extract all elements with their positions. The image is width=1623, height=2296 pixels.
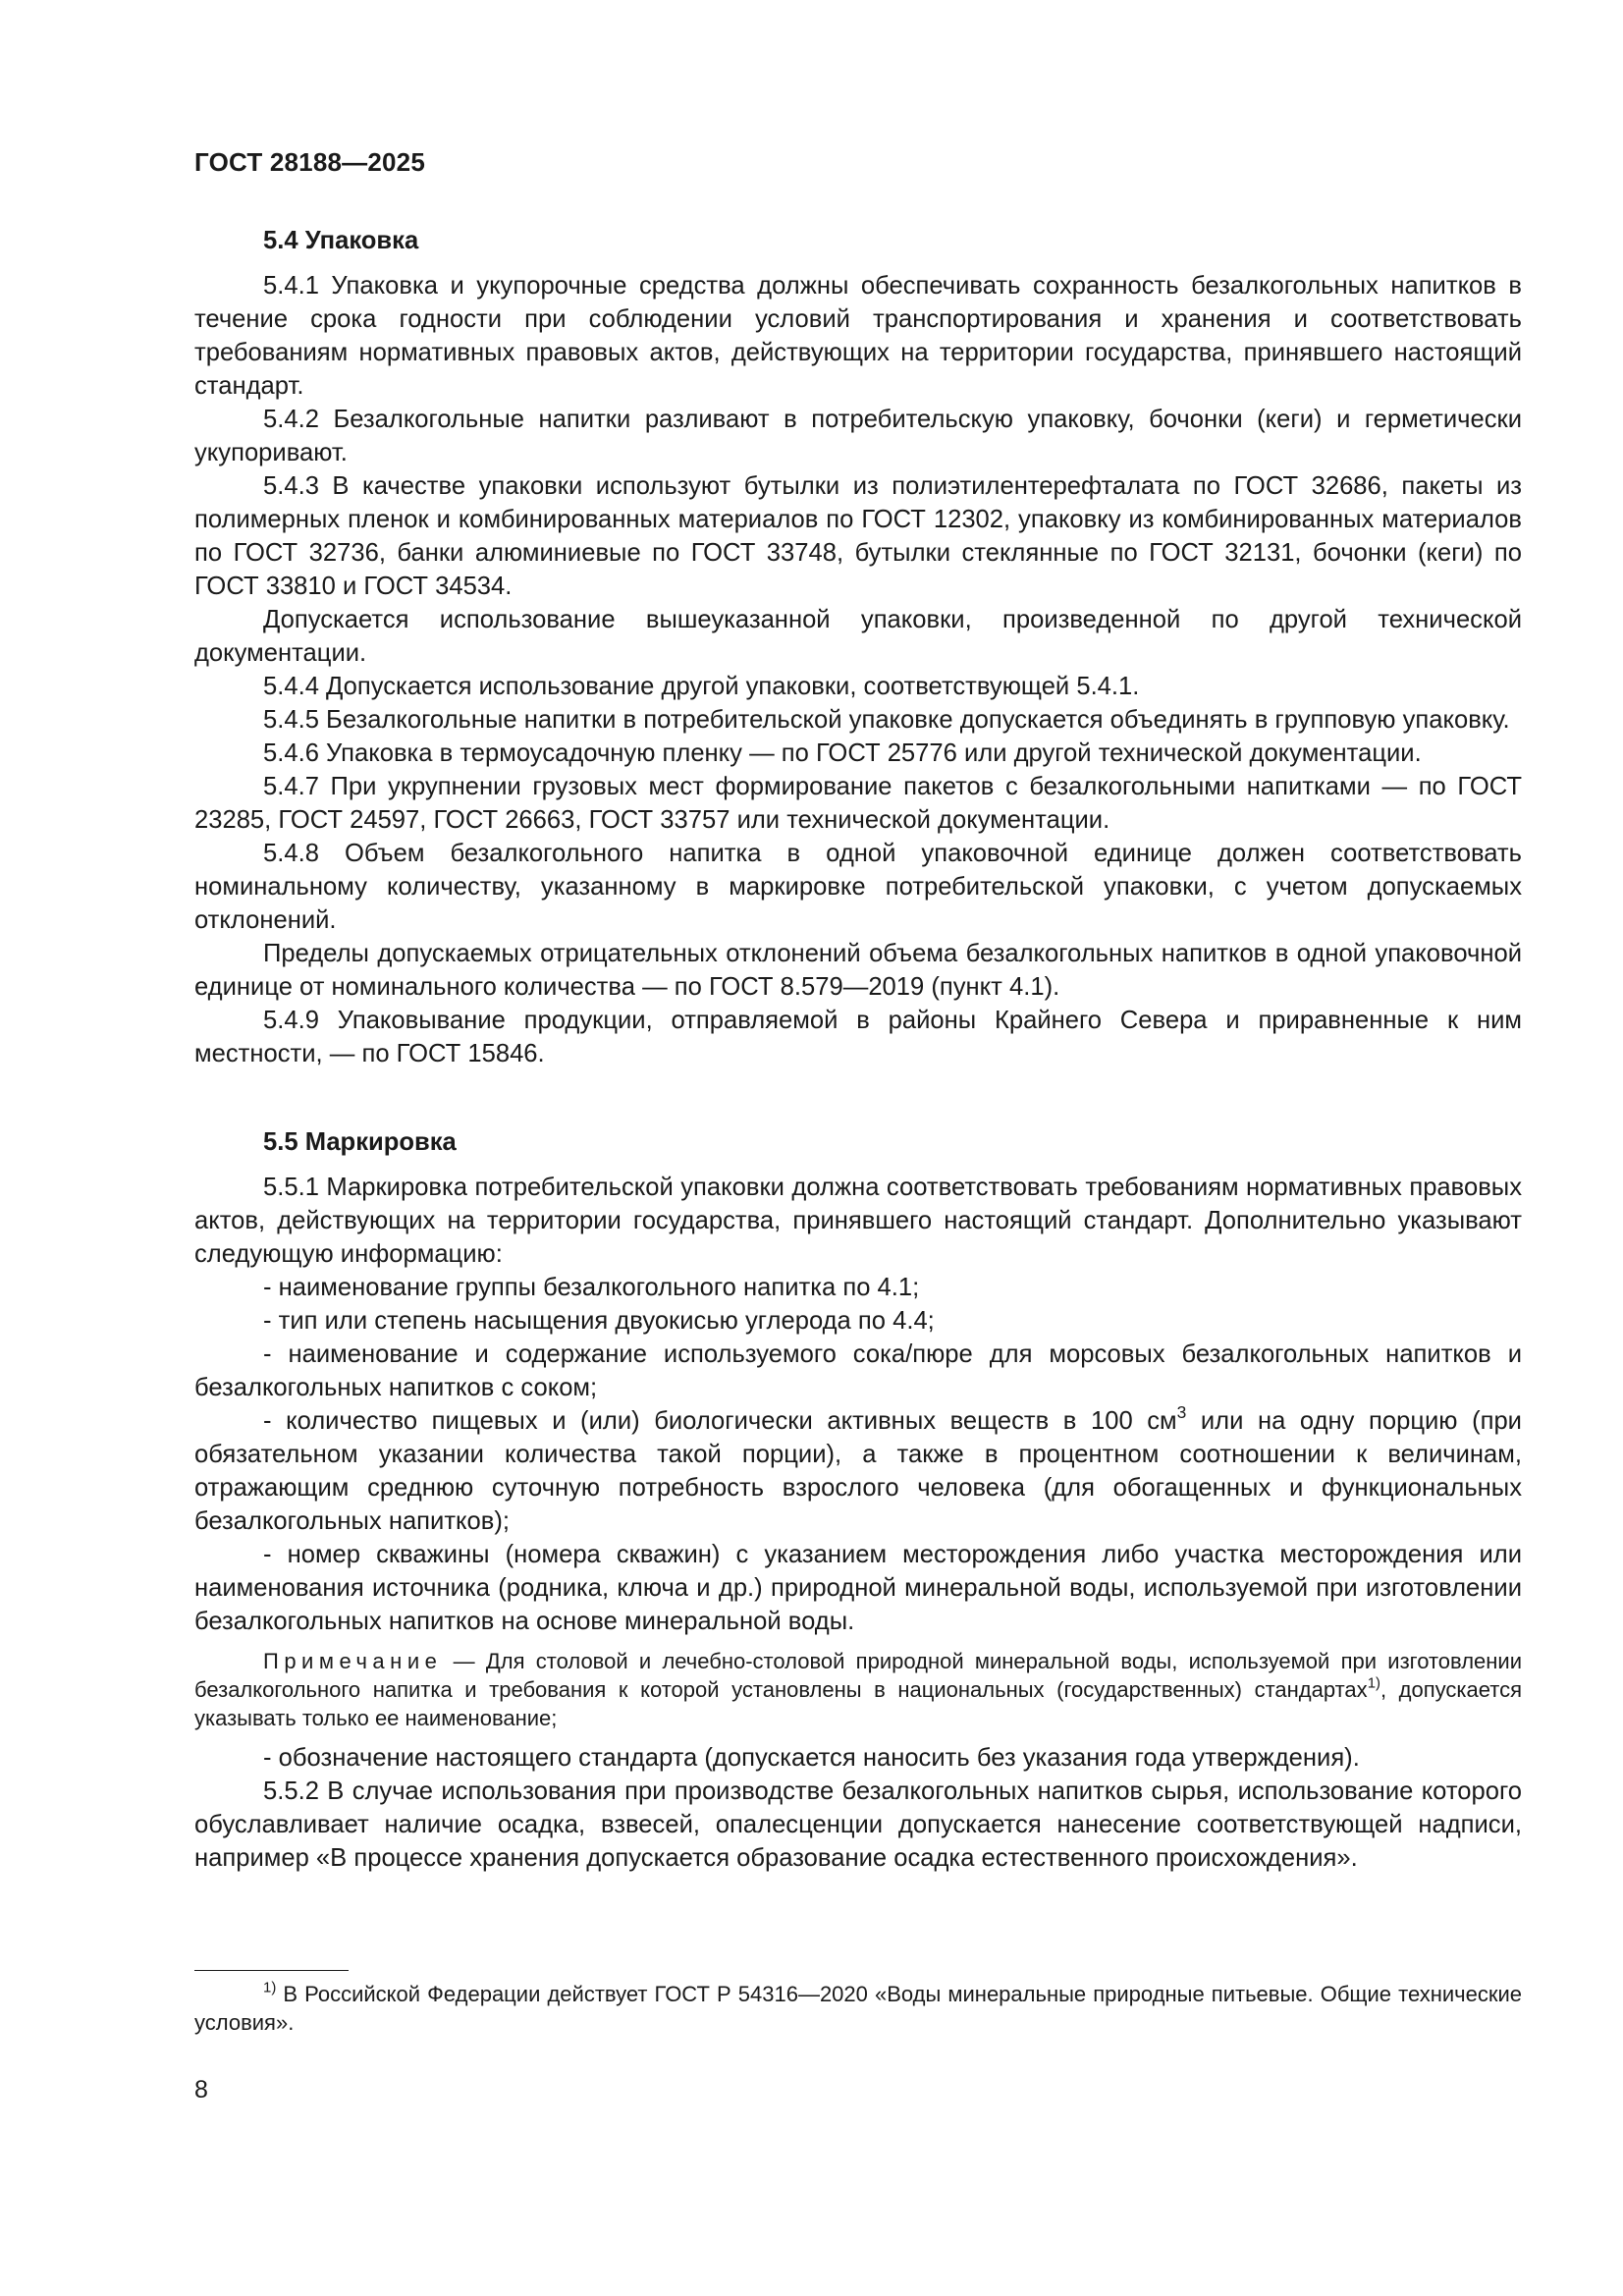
list-item: - тип или степень насыщения двуокисью углерода по 4.4; [263, 1307, 935, 1335]
footnote: $^{1)}$ В Российской Федерации действует ГОСТ Р 54316—2020 «Воды минеральные природные питьевые. Общие технические условия». [194, 1979, 1522, 2035]
section-5-4 [194, 224, 1522, 1070]
superscript: 3 [1176, 1402, 1187, 1423]
list-item: - количество пищевых и (или) биологически активных веществ в 100 $см^3$ или на одну порцию (при обязательном указании количества такой порции), а также в процентном соотношении к величинам, отражающим среднюю суточную потребность взрослого человека (для обогащенных и функциональных безалкогольных напитков); [194, 1402, 1522, 1535]
page-number: 8 [194, 2076, 208, 2104]
clause-5-4-1: 5.4.1 Упаковка и укупорочные средства должны обеспечивать сохранность безалкогольных напитков в течение срока годности при соблюдении условий транспортирования и хранения и соответствовать требованиям нормативных правовых актов, действующих на территории государства, принявшего настоящий стандарт. [194, 272, 1522, 400]
clause-5-4-8-addendum: Пределы допускаемых отрицательных отклонений объема безалкогольных напитков в одной упаковочной единице от номинального количества — по ГОСТ 8.579—2019 (пункт 4.1). [194, 940, 1522, 1001]
footnote-divider [194, 1970, 349, 1971]
clause-5-4-5: 5.4.5 Безалкогольные напитки в потребительской упаковке допускается объединять в групповую упаковку. [263, 706, 1510, 734]
footnote-marker: 1) [263, 1979, 277, 1996]
clause-5-4-7: 5.4.7 При укрупнении грузовых мест формирование пакетов с безалкогольными напитками — по ГОСТ 23285, ГОСТ 24597, ГОСТ 26663, ГОСТ 33757 или технической документации. [194, 773, 1522, 834]
section-5-4-heading: 5.4 Упаковка [263, 227, 419, 254]
clause-5-4-9: 5.4.9 Упаковывание продукции, отправляемой в районы Крайнего Севера и приравненные к ним местности, — по ГОСТ 15846. [194, 1007, 1522, 1067]
clause-5-5-2: 5.5.2 В случае использования при производстве безалкогольных напитков сырья, использование которого обуславливает наличие осадка, взвесей, опалесценции допускается нанесение соответствующей надписи, например «В процессе хранения допускается образование осадка естественного происхождения». [194, 1777, 1522, 1872]
note-label: Примечание [263, 1649, 443, 1673]
clause-5-4-3-addendum: Допускается использование вышеуказанной упаковки, произведенной по другой технической документации. [194, 606, 1522, 667]
clause-5-4-8: 5.4.8 Объем безалкогольного напитка в одной упаковочной единице должен соответствовать номинальному количеству, указанному в маркировке потребительской упаковки, с учетом допускаемых отклонений. [194, 840, 1522, 934]
document-id-header: ГОСТ 28188—2025 [194, 147, 425, 177]
list-item: - наименование и содержание используемого сока/пюре для морсовых безалкогольных напитков и безалкогольных напитков с соком; [194, 1340, 1522, 1401]
clause-5-4-6: 5.4.6 Упаковка в термоусадочную пленку — по ГОСТ 25776 или другой технической документации. [263, 739, 1422, 767]
section-5-5-heading: 5.5 Маркировка [263, 1128, 457, 1156]
clause-5-4-2: 5.4.2 Безалкогольные напитки разливают в потребительскую упаковку, бочонки (кеги) и герметически укупоривают. [194, 406, 1522, 466]
footnote-reference: 1) [1367, 1674, 1380, 1692]
section-5-5 [194, 1125, 1522, 1875]
note: Примечание — Для столовой и лечебно-столовой природной минеральной воды, используемой при изготовлении безалкогольного напитка и требования к которой установлены в национальных (государственных) стандартах$^{1)}$, допускается указывать только ее наименование; [194, 1649, 1523, 1730]
clause-5-5-1: 5.5.1 Маркировка потребительской упаковки должна соответствовать требованиям нормативных правовых актов, действующих на территории государства, принявшего настоящий стандарт. Дополнительно указывают следующую информацию: [194, 1174, 1522, 1268]
clause-5-4-4: 5.4.4 Допускается использование другой упаковки, соответствующей 5.4.1. [263, 673, 1140, 700]
clause-5-4-3: 5.4.3 В качестве упаковки используют бутылки из полиэтилентерефталата по ГОСТ 32686, пакеты из полимерных пленок и комбинированных материалов по ГОСТ 12302, упаковку из комбинированных материалов по ГОСТ 32736, банки алюминиевые по ГОСТ 33748, бутылки стеклянные по ГОСТ 32131, бочонки (кеги) по ГОСТ 33810 и ГОСТ 34534. [194, 472, 1522, 600]
list-item: - наименование группы безалкогольного напитка по 4.1; [263, 1274, 920, 1301]
list-item: - номер скважины (номера скважин) с указанием месторождения либо участка месторождения или наименования источника (родника, ключа и др.) природной минеральной воды, используемой при изготовлении безалкогольных напитков на основе минеральной воды. [194, 1541, 1522, 1635]
list-item: - обозначение настоящего стандарта (допускается наносить без указания года утверждения). [263, 1744, 1360, 1772]
